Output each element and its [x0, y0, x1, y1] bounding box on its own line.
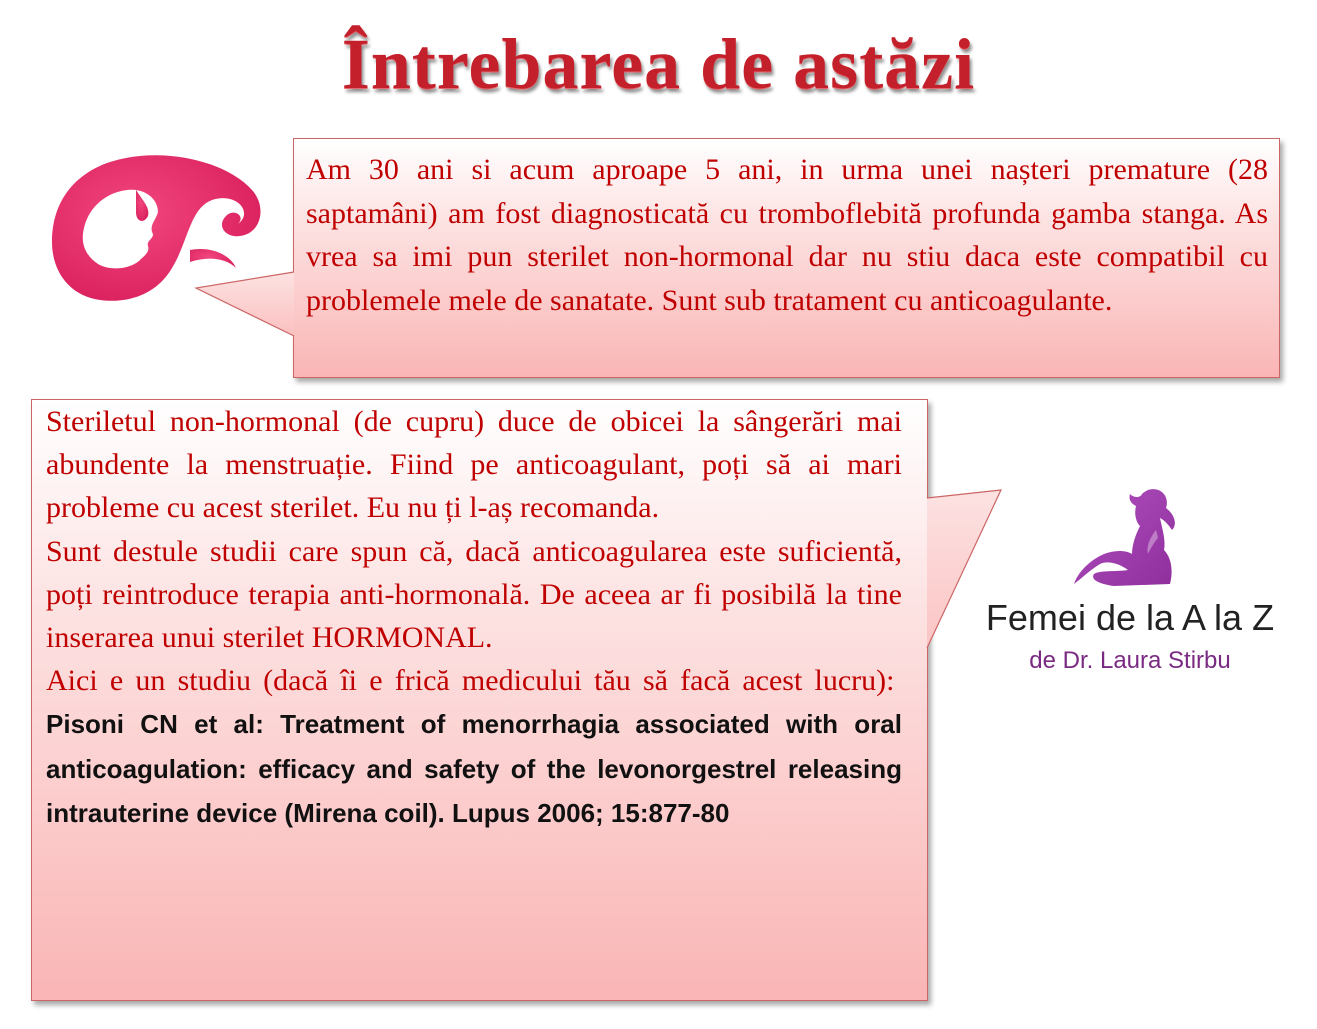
question-bubble-tail	[190, 240, 300, 340]
brand-name: Femei de la A la Z	[985, 597, 1275, 638]
answer-paragraph: Steriletul non-hormonal (de cupru) duce de obicei la sângerări mai abundente la menstruație. Fiind pe anticoagulant, poți să ai mari probleme cu acest sterilet. Eu nu ți l-aș recomanda.	[46, 405, 902, 525]
answer-text	[46, 400, 902, 835]
study-reference: Pisoni CN et al: Treatment of menorrhagia associated with oral anticoagulation: efficacy and safety of the levonorgestrel releasing intrauterine device (Mirena coil). Lupus 2006; 15:877-80	[46, 709, 902, 828]
question-text: Am 30 ani si acum aproape 5 ani, in urma unei nașteri premature (28 saptamâni) am fost diagnosticată cu tromboflebită profunda gamba stanga. As vrea sa imi pun sterilet non-hormonal dar nu stiu daca este compatibil cu problemele mele de sanatate. Sunt sub tratament cu anticoagulante.	[306, 153, 1268, 317]
study-intro: Aici e un studiu (dacă îi e frică medicului tău să facă acest lucru):	[46, 664, 895, 698]
answer-paragraph-study	[46, 659, 902, 835]
page-title: Întrebarea de astăzi	[341, 24, 976, 104]
brand-author: de Dr. Laura Stirbu	[1029, 647, 1231, 674]
answer-paragraph: Sunt destule studii care spun că, dacă anticoagularea este suficientă, poți reintroduce terapia anti-hormonală. De aceea ar fi posibilă la tine inserarea unui sterilet HORMONAL.	[46, 534, 902, 655]
seated-woman-silhouette-icon	[1070, 484, 1190, 594]
